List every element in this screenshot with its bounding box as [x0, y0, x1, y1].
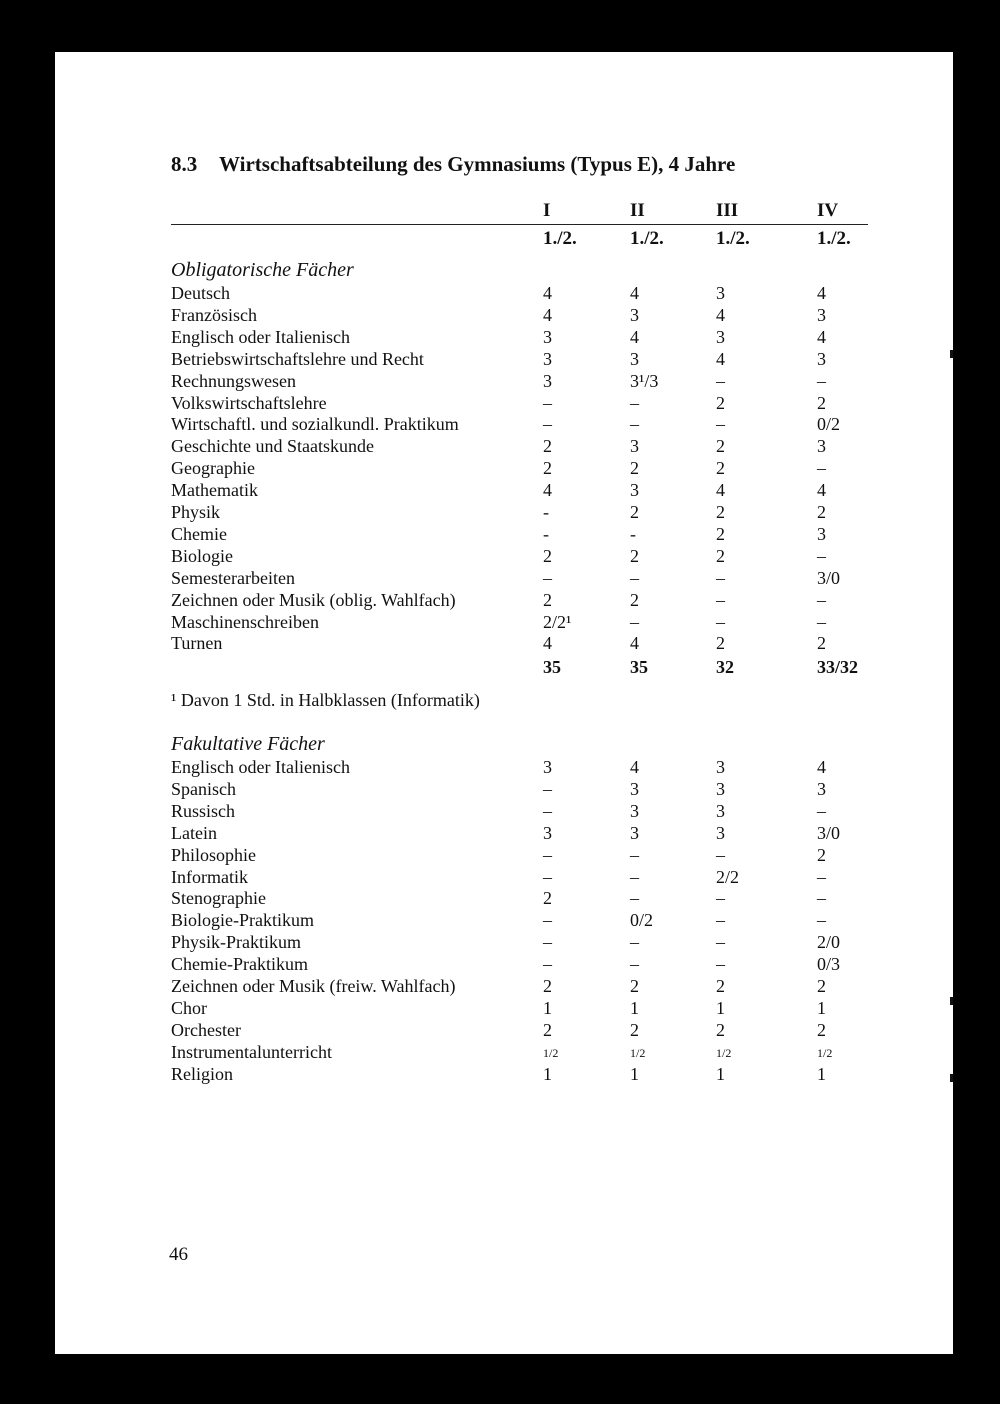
table-row: [55, 932, 953, 954]
hours-cell: 1/2: [716, 1045, 732, 1060]
scan-mark: [950, 997, 953, 1005]
table-row: [55, 910, 953, 932]
hours-cell: –: [543, 932, 552, 953]
hours-cell: 4: [630, 633, 639, 654]
hours-cell: 1: [543, 1063, 552, 1084]
table-row: [55, 327, 953, 349]
hours-cell: 2: [543, 458, 552, 479]
hours-cell: 3: [543, 326, 552, 347]
hours-cell: 2: [817, 1019, 826, 1040]
hours-cell: 2/2¹: [543, 611, 572, 632]
subject-label: Chemie-Praktikum: [171, 954, 308, 975]
table-row: [55, 349, 953, 371]
subject-label: Maschinenschreiben: [171, 611, 319, 632]
hours-cell: –: [817, 866, 826, 887]
subject-label: Spanisch: [171, 778, 236, 799]
subject-label: Rechnungswesen: [171, 370, 296, 391]
hours-cell: –: [543, 778, 552, 799]
hours-cell: 0/3: [817, 954, 841, 975]
hours-cell: –: [716, 910, 725, 931]
table-row: [55, 480, 953, 502]
table-row: [55, 436, 953, 458]
table-row: [55, 954, 953, 976]
hours-cell: –: [817, 370, 826, 391]
hours-cell: 3/0: [817, 822, 841, 843]
scan-mark: [950, 1074, 953, 1082]
table-row: [55, 414, 953, 436]
hours-cell: 4: [817, 480, 826, 501]
hours-cell: 4: [817, 757, 826, 777]
hours-cell: 4: [543, 304, 552, 325]
hours-cell: 2: [630, 976, 639, 996]
hours-cell: 2: [716, 458, 725, 479]
hours-cell: 4: [716, 480, 725, 501]
hours-cell: –: [716, 611, 725, 632]
hours-cell: –: [817, 888, 826, 909]
subject-label: Französisch: [171, 304, 257, 325]
hours-cell: –: [817, 458, 826, 479]
hours-cell: 2: [543, 888, 552, 909]
obligatory-heading: Obligatorische Fächer: [171, 259, 354, 281]
subject-label: Religion: [171, 1063, 233, 1084]
column-header-2: II: [630, 200, 645, 221]
hours-cell: 4: [716, 304, 725, 325]
hours-cell: 4: [817, 283, 826, 303]
column-header-3: III: [716, 200, 739, 221]
hours-cell: 1/2: [817, 1045, 833, 1060]
table-row: [55, 546, 953, 568]
page-number: 46: [169, 1244, 188, 1265]
subject-label: Geographie: [171, 458, 255, 479]
hours-cell: –: [543, 910, 552, 931]
hours-cell: –: [630, 932, 639, 953]
hours-cell: 2: [543, 1019, 552, 1040]
subject-label: Deutsch: [171, 283, 230, 303]
scan-mark: [950, 350, 953, 358]
hours-cell: 1/2: [543, 1045, 559, 1060]
hours-cell: –: [630, 888, 639, 909]
hours-cell: –: [543, 866, 552, 887]
optional-heading: Fakultative Fächer: [171, 733, 325, 755]
hours-cell: 1: [630, 1063, 639, 1084]
hours-cell: 3: [716, 822, 725, 843]
subject-label: Stenographie: [171, 888, 266, 909]
table-row: [55, 757, 953, 779]
hours-cell: 3: [543, 348, 552, 369]
hours-cell: 4: [543, 283, 552, 303]
subject-label: Englisch oder Italienisch: [171, 757, 350, 777]
table-row: [55, 998, 953, 1020]
subject-label: Philosophie: [171, 844, 257, 865]
title-text: Wirtschaftsabteilung des Gymnasiums (Typus E), 4 Jahre: [219, 152, 736, 176]
table-row: [55, 371, 953, 393]
table-row: [55, 590, 953, 612]
hours-cell: 3: [543, 822, 552, 843]
hours-cell: 1: [630, 997, 639, 1018]
header-rule: [171, 224, 868, 225]
footnote: ¹ Davon 1 Std. in Halbklassen (Informatik): [171, 690, 480, 710]
hours-cell: –: [716, 589, 725, 610]
hours-cell: 4: [630, 326, 639, 347]
hours-cell: 3: [716, 778, 725, 799]
table-row: [55, 1064, 953, 1086]
subject-label: Physik: [171, 502, 221, 522]
hours-cell: 1: [817, 997, 826, 1018]
subject-label: Zeichnen oder Musik (oblig. Wahlfach): [171, 589, 456, 610]
hours-cell: 2: [543, 545, 552, 566]
hours-cell: –: [543, 844, 552, 865]
hours-cell: 2: [630, 502, 639, 522]
hours-cell: 2: [817, 633, 826, 654]
table-row: [55, 845, 953, 867]
hours-cell: 2: [716, 976, 725, 996]
table-row: [55, 633, 953, 655]
hours-cell: 2: [716, 523, 725, 544]
table-row: [55, 305, 953, 327]
hours-cell: –: [543, 954, 552, 975]
hours-cell: –: [716, 567, 725, 588]
table-row: [55, 458, 953, 480]
hours-cell: 1: [543, 997, 552, 1018]
section-title: [171, 152, 735, 177]
hours-cell: 2: [716, 545, 725, 566]
hours-cell: -: [543, 523, 549, 544]
hours-cell: 3: [630, 800, 639, 821]
subject-label: Biologie-Praktikum: [171, 910, 314, 931]
hours-cell: 2/2: [716, 866, 740, 887]
hours-cell: 3: [817, 523, 826, 544]
hours-cell: 3: [817, 348, 826, 369]
hours-cell: 4: [543, 633, 552, 654]
hours-cell: 4: [630, 283, 639, 303]
hours-cell: –: [716, 888, 725, 909]
hours-cell: 2: [630, 545, 639, 566]
hours-cell: 3: [716, 800, 725, 821]
hours-cell: 2: [630, 589, 639, 610]
table-row: [55, 283, 953, 305]
hours-cell: 4: [716, 348, 725, 369]
hours-cell: –: [817, 910, 826, 931]
hours-cell: –: [716, 414, 725, 435]
hours-cell: 3: [630, 480, 639, 501]
hours-cell: 4: [630, 757, 639, 777]
subject-label: Chemie: [171, 523, 227, 544]
subject-label: Biologie: [171, 545, 233, 566]
hours-cell: –: [543, 800, 552, 821]
column-header-4: IV: [817, 200, 839, 221]
table-row: [55, 779, 953, 801]
subject-label: Russisch: [171, 800, 236, 821]
hours-cell: –: [543, 567, 552, 588]
hours-cell: –: [630, 954, 639, 975]
hours-cell: 3: [817, 436, 826, 457]
document-page: [55, 52, 953, 1354]
total-cell: 32: [716, 657, 734, 677]
hours-cell: –: [630, 611, 639, 632]
hours-cell: 0/2: [630, 910, 654, 931]
total-cell: 35: [543, 657, 561, 677]
hours-cell: 2: [817, 976, 826, 996]
hours-cell: 2: [817, 502, 826, 522]
table-row: [55, 1042, 953, 1064]
hours-cell: 2: [716, 392, 725, 413]
subject-label: Volkswirtschaftslehre: [171, 392, 327, 413]
hours-cell: 2: [716, 436, 725, 457]
hours-cell: –: [630, 392, 639, 413]
table-row: [55, 1020, 953, 1042]
hours-cell: –: [817, 589, 826, 610]
hours-cell: 2: [817, 392, 826, 413]
subject-label: Mathematik: [171, 480, 258, 501]
total-cell: 35: [630, 657, 648, 677]
subject-label: Englisch oder Italienisch: [171, 326, 350, 347]
subject-label: Turnen: [171, 633, 223, 654]
hours-cell: 1: [817, 1063, 826, 1084]
hours-cell: –: [716, 954, 725, 975]
hours-cell: –: [716, 370, 725, 391]
subject-label: Latein: [171, 822, 217, 843]
hours-cell: -: [543, 502, 549, 522]
table-row: [55, 502, 953, 524]
table-row: [55, 612, 953, 634]
hours-cell: 2: [543, 436, 552, 457]
hours-cell: 1: [716, 1063, 725, 1084]
subject-label: Instrumentalunterricht: [171, 1041, 332, 1062]
table-row: [55, 867, 953, 889]
hours-cell: 3: [630, 778, 639, 799]
table-row: [55, 801, 953, 823]
hours-cell: 3: [543, 757, 552, 777]
section-number: 8.3: [171, 152, 198, 176]
subject-label: Semesterarbeiten: [171, 567, 295, 588]
hours-cell: 3: [630, 304, 639, 325]
hours-cell: -: [630, 523, 636, 544]
hours-cell: –: [630, 866, 639, 887]
hours-cell: 3: [543, 370, 552, 391]
totals-row: [55, 657, 953, 679]
hours-cell: 2: [630, 1019, 639, 1040]
subcolumn-header-2: 1./2.: [630, 228, 664, 249]
hours-cell: 3: [716, 326, 725, 347]
hours-cell: 2: [543, 589, 552, 610]
table-row: [55, 888, 953, 910]
hours-cell: –: [817, 545, 826, 566]
table-row: [55, 568, 953, 590]
hours-cell: 2: [716, 633, 725, 654]
hours-cell: –: [543, 414, 552, 435]
hours-cell: 1/2: [630, 1045, 646, 1060]
subcolumn-header-4: 1./2.: [817, 228, 851, 249]
hours-cell: –: [817, 800, 826, 821]
hours-cell: 3: [716, 283, 725, 303]
hours-cell: 2: [716, 502, 725, 522]
hours-cell: 3/0: [817, 567, 841, 588]
subject-label: Orchester: [171, 1019, 241, 1040]
table-row: [55, 823, 953, 845]
hours-cell: 3: [716, 757, 725, 777]
hours-cell: 2/0: [817, 932, 841, 953]
subcolumn-header-1: 1./2.: [543, 228, 577, 249]
column-header-1: I: [543, 200, 551, 221]
subject-label: Chor: [171, 997, 207, 1018]
table-row: [55, 976, 953, 998]
hours-cell: 3: [817, 304, 826, 325]
hours-cell: 2: [817, 844, 826, 865]
hours-cell: 3: [630, 822, 639, 843]
subject-label: Wirtschaftl. und sozialkundl. Praktikum: [171, 414, 459, 435]
subject-label: Geschichte und Staatskunde: [171, 436, 374, 457]
hours-cell: –: [630, 844, 639, 865]
subject-label: Betriebswirtschaftslehre und Recht: [171, 348, 424, 369]
hours-cell: –: [716, 844, 725, 865]
hours-cell: 3: [817, 778, 826, 799]
hours-cell: –: [817, 611, 826, 632]
subject-label: Informatik: [171, 866, 248, 887]
total-cell: 33/32: [817, 657, 859, 677]
hours-cell: –: [630, 567, 639, 588]
hours-cell: 2: [716, 1019, 725, 1040]
hours-cell: 4: [817, 326, 826, 347]
hours-cell: 0/2: [817, 414, 841, 435]
subject-label: Physik-Praktikum: [171, 932, 302, 953]
hours-cell: 1: [716, 997, 725, 1018]
hours-cell: 3: [630, 348, 639, 369]
hours-cell: 4: [543, 480, 552, 501]
hours-cell: –: [630, 414, 639, 435]
hours-cell: –: [716, 932, 725, 953]
hours-cell: 3¹/3: [630, 370, 659, 391]
hours-cell: 3: [630, 436, 639, 457]
table-row: [55, 393, 953, 415]
hours-cell: 2: [630, 458, 639, 479]
subcolumn-header-3: 1./2.: [716, 228, 750, 249]
hours-cell: 2: [543, 976, 552, 996]
table-row: [55, 524, 953, 546]
hours-cell: –: [543, 392, 552, 413]
subject-label: Zeichnen oder Musik (freiw. Wahlfach): [171, 976, 456, 996]
